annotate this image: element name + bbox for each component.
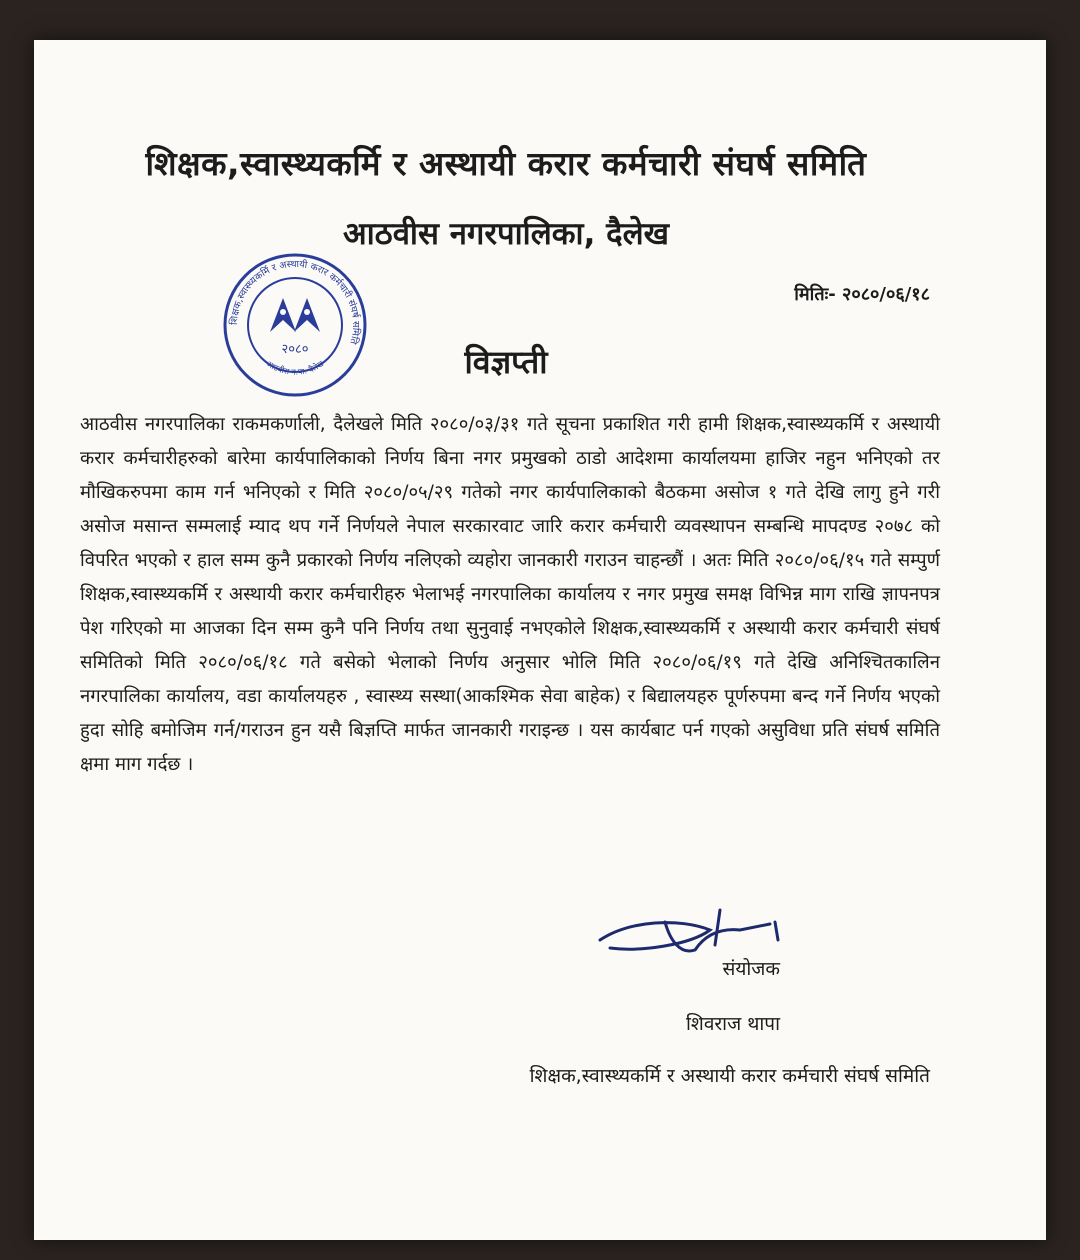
notice-heading: विज्ञप्ती [464,343,548,381]
signatory-organization: शिक्षक,स्वास्थ्यकर्मि र अस्थायी करार कर्मचारी संघर्ष समिति [529,1065,930,1087]
seal-year: २०८० [281,342,309,357]
signatory-role: संयोजक [722,958,780,980]
seal-outer-text: शिक्षक,स्वास्थ्यकर्मि र अस्थायी करार कर्मचारी संघर्ष समिति [228,258,362,346]
seal-inner-text: आठवीस न.पा. दैलेख [264,359,326,377]
document-date: मितिः- २०८०/०६/१८ [794,284,930,305]
document-subtitle: आठवीस नगरपालिका, दैलेख [343,216,669,252]
notice-body: आठवीस नगरपालिका राकमकर्णाली, दैलेखले मिति २०८०/०३/३१ गते सूचना प्रकाशित गरी हामी शिक्षक,स्वास्थ्यकर्मि र अस्थायी करार कर्मचारीहरुको बारेमा कार्यपालिकाको निर्णय बिना नगर प्रमुखको ठाडो आदेशमा कार्यालयमा हाजिर नहुन भनिएको तर मौखिकरुपमा काम गर्न भनिएको र मिति २०८०/०५/२९ गतेको नगर कार्यपालिकाको बैठकमा असोज १ गते देखि लागु हुने गरी असोज मसान्त सम्मलाई म्याद थप गर्ने निर्णयले नेपाल सरकारवाट जारि करार कर्मचारी व्यवस्थापन सम्बन्धि मापदण्ड २०७८ को विपरित भएको र हाल सम्म कुनै प्रकारको निर्णय नलिएको व्यहोरा जानकारी गराउन चाहन्छौं । अतः मिति २०८०/०६/१५ गते सम्पुर्ण शिक्षक,स्वास्थ्यकर्मि र अस्थायी करार कर्मचारीहरु भेलाभई नगरपालिका कार्यालय र नगर प्रमुख समक्ष विभिन्न माग राखि ज्ञापनपत्र पेश गरिएको मा आजका दिन सम्म कुनै पनि निर्णय तथा सुनुवाई नभएकोले शिक्षक,स्वास्थ्यकर्मि र अस्थायी करार कर्मचारी संघर्ष समितिको मिति २०८०/०६/१८ गते बसेको भेलाको निर्णय अनुसार भोलि मिति २०८०/०६/१९ गते देखि अनिश्चितकालिन नगरपालिका कार्यालय, वडा कार्यालयहरु , स्वास्थ्य सस्था(आकश्मिक सेवा बाहेक) र बिद्यालयहरु पूर्णरुपमा बन्द गर्ने निर्णय भएको हुदा सोहि बमोजिम गर्न/गराउन हुन यसै बिज्ञप्ति मार्फत जानकारी गराइन्छ । यस कार्यबाट पर्न गएको असुविधा प्रति संघर्ष समिति क्षमा माग गर्दछ । [80,414,940,775]
signatory-name: शिवराज थापा [685,1013,780,1035]
document-title: शिक्षक,स्वास्थ्यकर्मि र अस्थायी करार कर्मचारी संघर्ष समिति [145,144,867,183]
